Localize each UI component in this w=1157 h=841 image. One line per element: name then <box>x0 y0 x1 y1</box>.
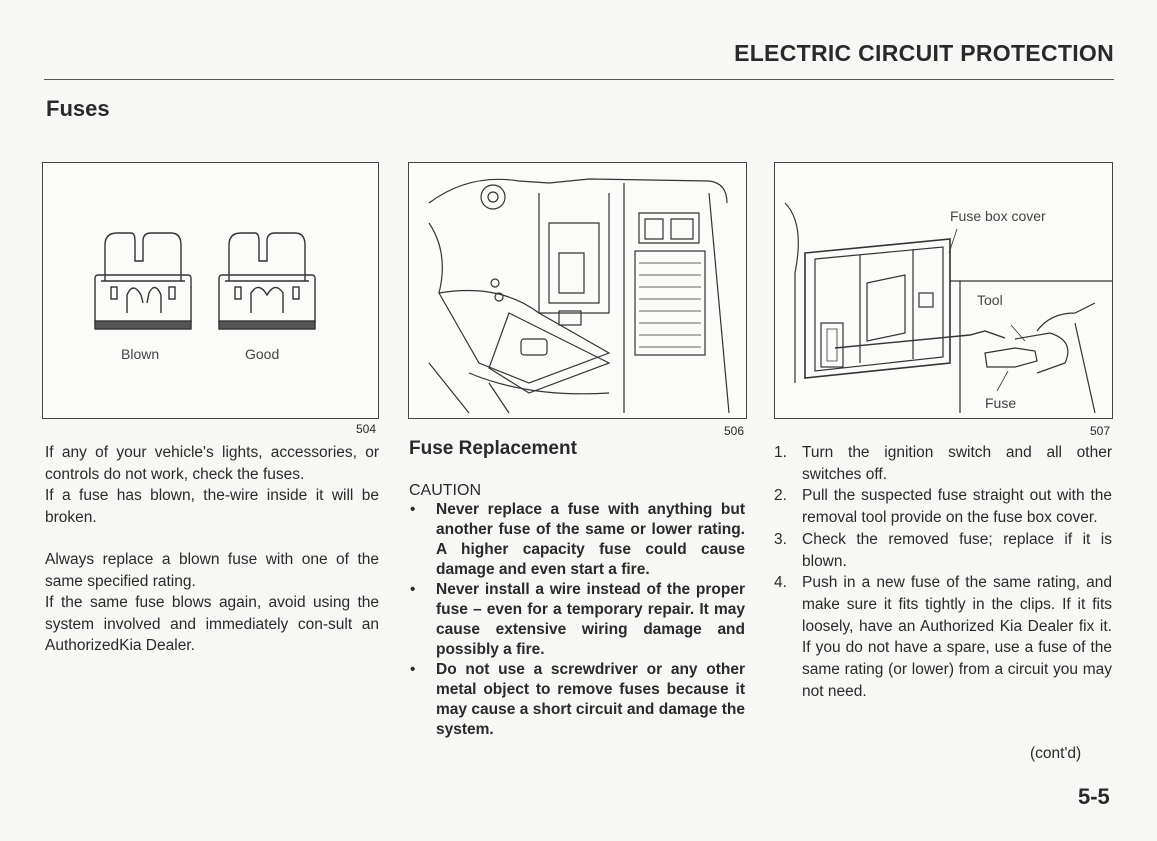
figure-number: 506 <box>723 424 744 438</box>
step-item <box>774 529 1112 572</box>
step-text: Pull the suspected fuse straight out with the removal tool provide on the fuse box cover. <box>802 487 1112 527</box>
replacement-steps <box>774 442 1112 702</box>
label-fuse: Fuse <box>985 395 1017 411</box>
step-number: 4. <box>774 574 787 592</box>
label-good: Good <box>245 346 280 362</box>
step-number: 2. <box>774 487 787 505</box>
paragraph: If the same fuse blows again, avoid using the system involved and immediately con-sult an AuthorizedKia Dealer. <box>45 594 379 654</box>
caution-list <box>408 500 745 740</box>
page-number: 5-5 <box>1078 784 1110 809</box>
step-item <box>774 442 1112 485</box>
figure-dashboard-fuse-box <box>408 162 747 419</box>
step-item <box>774 485 1112 528</box>
page-header: ELECTRIC CIRCUIT PROTECTION <box>734 40 1114 66</box>
step-number: 3. <box>774 530 787 548</box>
label-tool: Tool <box>977 292 1003 308</box>
dashboard-illustration <box>409 163 746 418</box>
figure-fuse-removal-tool <box>774 162 1113 419</box>
fuse-replacement-heading: Fuse Replacement <box>409 438 577 459</box>
figure-number: 504 <box>355 422 376 436</box>
caution-item: • Never install a wire instead of the proper fuse – even for a temporary repair. It may cause extensive wiring damage and possibly a fire. <box>408 580 745 660</box>
label-fuse-box-cover: Fuse box cover <box>950 208 1046 224</box>
section-title: Fuses <box>46 96 110 121</box>
figure-blown-good-fuses <box>42 162 379 419</box>
intro-text-column <box>45 442 379 657</box>
paragraph: If any of your vehicle's lights, accessories, or controls do not work, check the fuses. <box>45 444 379 483</box>
fuse-diagram <box>43 163 378 418</box>
step-text: Check the removed fuse; replace if it is blown. <box>802 530 1112 570</box>
caution-item: • Never replace a fuse with anything but another fuse of the same or lower rating. A higher capacity fuse could cause damage and even start a fire. <box>408 500 745 580</box>
caution-title: CAUTION <box>409 482 481 499</box>
step-number: 1. <box>774 444 787 461</box>
continued-label: (cont'd) <box>1030 745 1082 762</box>
figure-number: 507 <box>1089 424 1110 438</box>
label-blown: Blown <box>121 346 160 362</box>
caution-item: • Do not use a screwdriver or any other metal object to remove fuses because it may cause a short circuit and damage the system. <box>408 660 745 740</box>
paragraph: If a fuse has blown, the-wire inside it will be broken. <box>45 487 379 526</box>
step-text: Turn the ignition switch and all other switches off. <box>802 444 1112 483</box>
paragraph: Always replace a blown fuse with one of the same specified rating. <box>45 551 379 590</box>
header-rule <box>44 79 1114 80</box>
step-item <box>774 572 1112 702</box>
step-text: Push in a new fuse of the same rating, and make sure it fits tightly in the clips. If it fits loosely, have an Authorized Kia Dealer fix it. If you do not have a spare, use a fuse of the same rating (or lower) from a circuit you may not need. <box>802 574 1112 700</box>
fuse-removal-illustration <box>775 163 1112 418</box>
